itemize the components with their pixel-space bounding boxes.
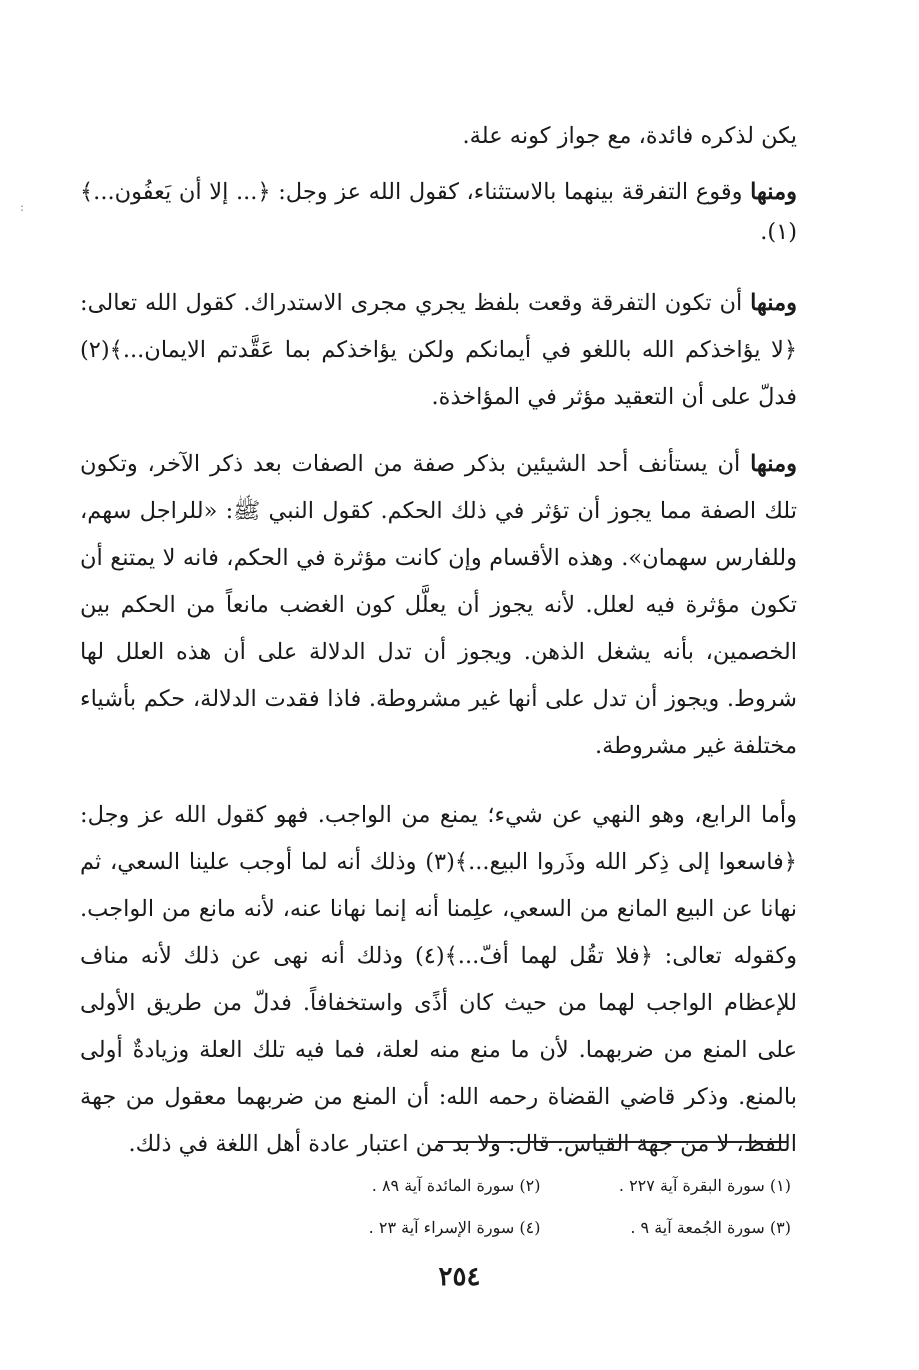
paragraph-lead: ومنها	[750, 179, 797, 205]
footnotes	[330, 1165, 791, 1249]
paragraph-3	[80, 280, 797, 421]
main-text	[80, 113, 797, 1168]
footnote-divider	[438, 1141, 788, 1143]
margin-mark: :	[19, 200, 24, 214]
footnote-1: (١) سورة البقرة آية ٢٢٧ .	[618, 1176, 791, 1195]
footnote-2: (٢) سورة المائدة آية ٨٩ .	[371, 1176, 541, 1195]
footnote-3: (٣) سورة الجُمعة آية ٩ .	[630, 1218, 791, 1237]
paragraph-text: أن يستأنف أحد الشيئين بذكر صفة من الصفات بعد ذكر الآخر، وتكون تلك الصفة مما يجوز أن تؤثر في ذلك الحكم. كقول النبي ﷺ: «للراجل سهم، وللفارس سهمان». وهذه الأقسام وإن كانت مؤثرة في الحكم، فانه لا يمتنع أن تكون مؤثرة فيه لعلل. لأنه يجوز أن يعلَّل كون الغضب مانعاً من الحكم بين الخصمين، بأنه يشغل الذهن. ويجوز أن تدل الدلالة على أن هذه العلل لها شروط. ويجوز أن تدل على أنها غير مشروطة. فاذا فقدت الدلالة، حكم بأشياء مختلفة غير مشروطة.	[80, 451, 797, 759]
page-number: ٢٥٤	[438, 1262, 481, 1292]
paragraph-2	[80, 172, 797, 252]
paragraph-text: أن تكون التفرقة وقعت بلفظ يجري مجرى الاستدراك. كقول الله تعالى: ﴿لا يؤاخذكم الله باللغو في أيمانكم ولكن يؤاخذكم بما عَقَّدتم الايمان...﴾(٢) فدلّ على أن التعقيد مؤثر في المؤاخذة.	[80, 290, 797, 410]
paragraph-text: يكن لذكره فائدة، مع جواز كونه علة.	[462, 123, 797, 149]
paragraph-text: وقوع التفرقة بينهما بالاستثناء، كقول الله عز وجل: ﴿... إلا أن يَعفُون...﴾(١).	[80, 179, 797, 245]
paragraph-text: وأما الرابع، وهو النهي عن شيء؛ يمنع من الواجب. فهو كقول الله عز وجل: ﴿فاسعوا إلى ذِكر الله وذَروا البيع...﴾(٣) وذلك أنه لما أوجب علينا السعي، ثم نهانا عن البيع المانع من السعي، علِمنا أنه إنما نهانا عنه، لأنه مانع من الواجب. وكقوله تعالى: ﴿فلا تقُل لهما أفّ...﴾(٤) وذلك أنه نهى عن ذلك لأنه مناف للإعظام الواجب لهما من حيث كان أذًى واستخفافاً. فدلّ من طريق الأولى على المنع من ضربهما. لأن ما منع منه لعلة، فما فيه تلك العلة وزيادةٌ أولى بالمنع. وذكر قاضي القضاة رحمه الله: أن المنع من ضربهما معقول من جهة اللفظ، لا من جهة القياس. قال: ولا بد من اعتبار عادة أهل اللغة في ذلك.	[80, 802, 797, 1157]
footnote-4: (٤) سورة الإسراء آية ٢٣ .	[368, 1218, 541, 1237]
paragraph-5	[80, 792, 797, 1168]
paragraph-4	[80, 441, 797, 770]
paragraph-1	[80, 113, 797, 160]
paragraph-lead: ومنها	[750, 451, 797, 477]
paragraph-lead: ومنها	[750, 290, 797, 316]
